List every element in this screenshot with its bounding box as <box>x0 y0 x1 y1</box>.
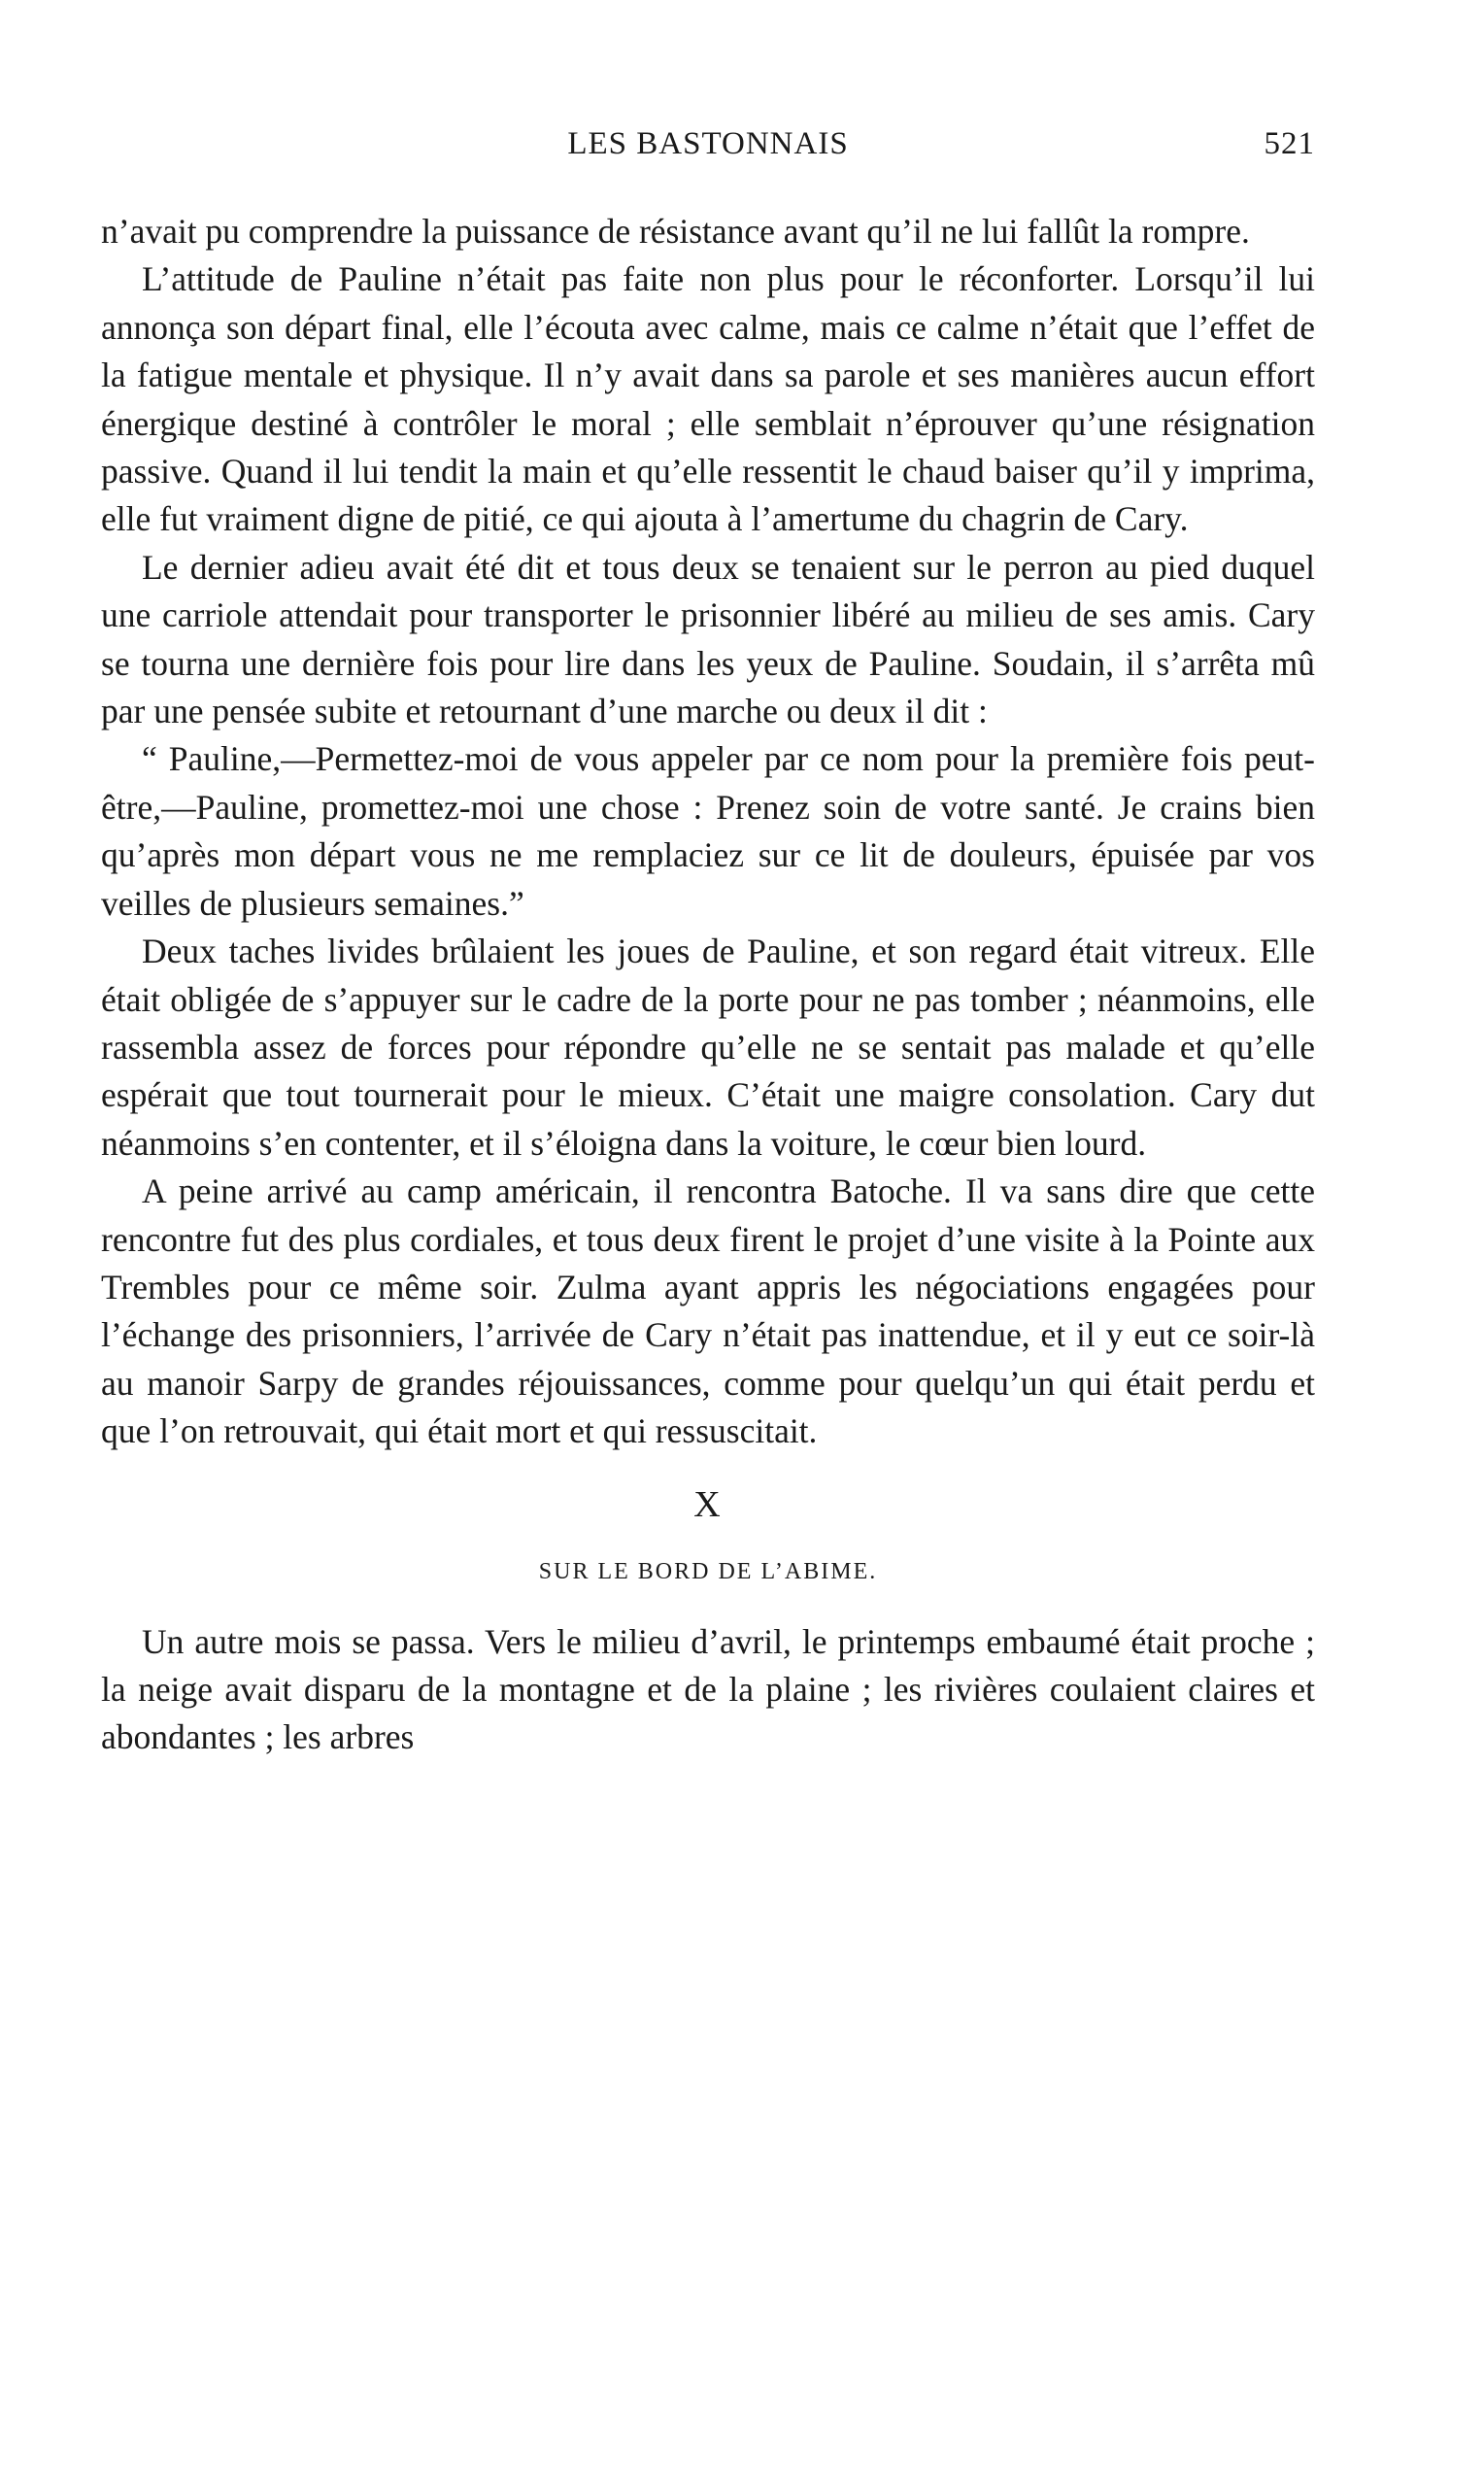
running-head <box>101 126 1315 181</box>
chapter-number: X <box>693 1483 723 1525</box>
paragraph: Deux taches livides brûlaient les joues de Pauline, et son regard était vitreux. Elle était obligée de s’appuyer sur le cadre de la porte pour ne pas tomber ; néanmoins, elle rassembla assez de forces pour répondre qu’elle ne se sentait pas malade et qu’elle espérait que tout tournerait pour le mieux. C’était une maigre consolation. Cary dut néanmoins s’en contenter, et il s’éloigna dans la voiture, le cœur bien lourd. <box>101 932 1315 1163</box>
paragraph: L’attitude de Pauline n’était pas faite non plus pour le réconforter. Lorsqu’il lui annonça son départ final, elle l’écouta avec calme, mais ce calme n’était que l’effet de la fatigue mentale et physique. Il n’y avait dans sa parole et ses manières aucun effort énergique destiné à contrôler le moral ; elle semblait n’éprouver qu’une résignation passive. Quand il lui tendit la main et qu’elle ressentit le chaud baiser qu’il y imprima, elle fut vraiment digne de pitié, ce qui ajouta à l’amertume du chagrin de Cary. <box>101 259 1315 539</box>
paragraph: Un autre mois se passa. Vers le milieu d’avril, le printemps embaumé était proche ; la neige avait disparu de la montagne et de la plaine ; les rivières coulaient claires et abondantes ; les arbres <box>101 1621 1315 1757</box>
chapter-title: SUR LE BORD DE L’ABIME. <box>538 1558 878 1584</box>
paragraph: A peine arrivé au camp américain, il rencontra Batoche. Il va sans dire que cette rencontre fut des plus cordiales, et tous deux firent le projet d’une visite à la Pointe aux Trembles pour ce même soir. Zulma ayant appris les négociations engagées pour l’échange des prisonniers, l’arrivée de Cary n’était pas inattendue, et il y eut ce soir-là au manoir Sarpy de grandes réjouissances, comme pour quelqu’un qui était perdu et que l’on retrouvait, qui était mort et qui ressuscitait. <box>101 1171 1315 1451</box>
running-title: LES BASTONNAIS <box>567 126 849 161</box>
paragraph-continuation: n’avait pu comprendre la puissance de résistance avant qu’il ne lui fallût la rompre. <box>101 212 1250 251</box>
paragraph: Le dernier adieu avait été dit et tous deux se tenaient sur le perron au pied duquel une carriole attendait pour transporter le prisonnier libéré au milieu de ses amis. Cary se tourna une dernière fois pour lire dans les yeux de Pauline. Soudain, il s’arrêta mû par une pensée subite et retournant d’une marche ou deux il dit : <box>101 547 1315 731</box>
book-page <box>101 126 1315 1762</box>
quoted-paragraph: “ Pauline,—Permettez-moi de vous appeler par ce nom pour la première fois peut-être,—Pauline, promettez-moi une chose : Prenez soin de votre santé. Je crains bien qu’après mon départ vous ne me remplaciez sur ce lit de douleurs, épuisée par vos veilles de plusieurs semaines.” <box>101 739 1315 923</box>
body-text <box>101 208 1315 1762</box>
page-number: 521 <box>1264 126 1315 161</box>
